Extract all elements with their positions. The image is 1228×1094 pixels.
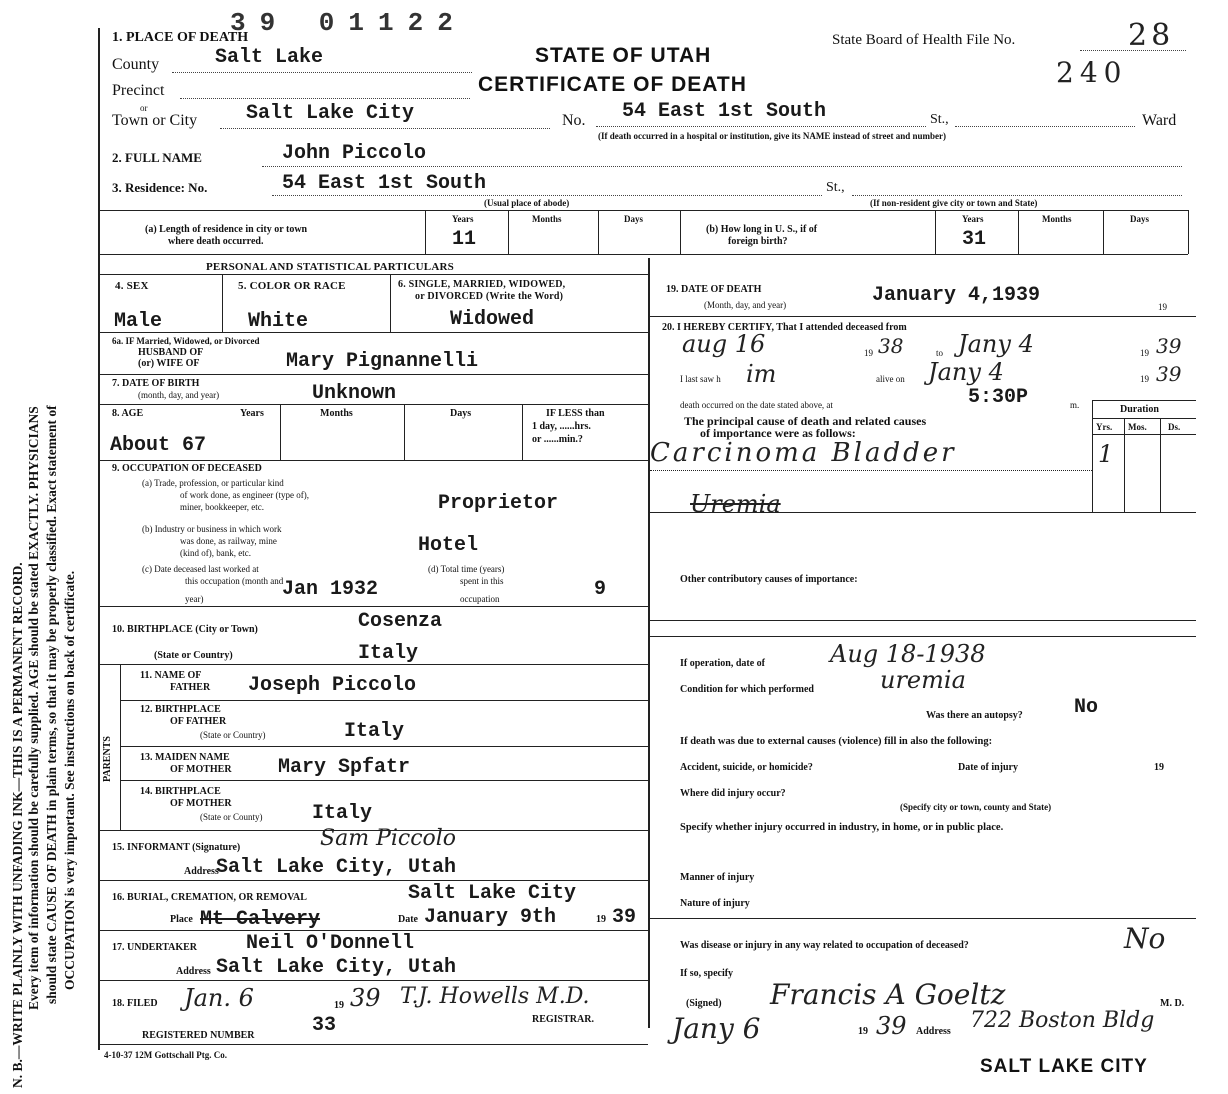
undertaker-label: 17. UNDERTAKER [112, 942, 198, 953]
age-less-label-3: or ......min.? [532, 434, 583, 445]
certify-label: 20. I HEREBY CERTIFY, That I attended deceased from [662, 322, 907, 333]
signed-date: Jany 6 [672, 1012, 761, 1045]
dod-label: 19. DATE OF DEATH [666, 284, 762, 295]
burial-year-value: 39 [612, 906, 637, 929]
other-causes-label: Other contributory causes of importance: [680, 574, 858, 585]
age-less-label-2: 1 day, ......hrs. [532, 421, 591, 432]
physician-address-label: Address [916, 1026, 951, 1037]
burial-place-label: Place [170, 914, 193, 925]
place-of-death-label: 1. PLACE OF DEATH [112, 30, 249, 45]
filed-label: 18. FILED [112, 998, 158, 1009]
signed-label: (Signed) [686, 998, 722, 1009]
sex-label: 4. SEX [115, 280, 149, 292]
sidebar-line-3: should state CAUSE OF DEATH in plain terms, so that it may be properly classified. Exact statement of [44, 405, 59, 1004]
physician-signature: Francis A Goeltz [770, 978, 1006, 1011]
mother-label-2: OF MOTHER [170, 764, 232, 775]
sidebar-line-4: OCCUPATION is very important. See instructions on back of certificate. [62, 570, 77, 990]
mother-label-1: 13. MAIDEN NAME [140, 752, 230, 763]
spouse-label-2: HUSBAND OF [138, 347, 204, 358]
spouse-label-1: 6a. IF Married, Widowed, or Divorced [112, 336, 260, 346]
registrar-label: REGISTRAR. [532, 1014, 594, 1025]
sidebar-line-1: N. B.—WRITE PLAINLY WITH UNFADING INK—THIS IS A PERMANENT RECORD. [10, 562, 25, 1088]
full-name-label: 2. FULL NAME [112, 150, 202, 165]
occ-c-2: this occupation (month and [185, 576, 284, 586]
registered-number-label: REGISTERED NUMBER [142, 1030, 255, 1041]
file-number-label: State Board of Health File No. [832, 32, 1016, 48]
attended-from: aug 16 [682, 330, 766, 358]
condition-label: Condition for which performed [680, 684, 814, 695]
total-time-value: 9 [594, 578, 607, 601]
length-years-value: 11 [452, 228, 477, 251]
father-value: Joseph Piccolo [248, 674, 417, 697]
signed-year: 39 [876, 1012, 907, 1040]
att-to-19: 19 [1140, 348, 1149, 358]
duration-yrs-label: Yrs. [1096, 422, 1113, 432]
physician-address: 722 Boston Bldg [970, 1008, 1155, 1033]
usual-abode-note: (Usual place of abode) [484, 198, 570, 208]
burial-year-prefix: 19 [596, 914, 606, 925]
length-residence-label-2: where death occurred. [168, 236, 264, 247]
alive-on-label: alive on [876, 374, 905, 384]
birth-country-value: Italy [358, 642, 419, 665]
signed-19: 19 [858, 1026, 868, 1037]
city-stamp: SALT LAKE CITY [980, 1056, 1148, 1077]
father-label-2: FATHER [170, 682, 211, 693]
undertaker-address-value: Salt Lake City, Utah [216, 956, 457, 979]
left-border [98, 28, 100, 1050]
father-birth-label-1: 12. BIRTHPLACE [140, 704, 221, 715]
condition-value: uremia [880, 666, 966, 694]
us-residence-label-2: foreign birth? [728, 236, 788, 247]
occ-d-3: occupation [460, 594, 500, 604]
dob-label-2: (month, day, and year) [138, 390, 220, 400]
filed-year-prefix: 19 [334, 1000, 344, 1011]
document-number: 39 01122 [230, 8, 467, 38]
occ-d-1: (d) Total time (years) [428, 564, 505, 574]
occ-d-2: spent in this [460, 576, 504, 586]
related-occupation-value: No [1124, 922, 1166, 955]
file-number: 28 [1128, 18, 1175, 53]
registered-number-value: 33 [312, 1014, 337, 1037]
external-causes-label: If death was due to external causes (violence) fill in also the following: [680, 736, 993, 747]
occ-a-2: of work done, as engineer (type of), [180, 490, 309, 500]
last-worked-value: Jan 1932 [282, 578, 379, 601]
us-years-value: 31 [962, 228, 987, 251]
father-birth-value: Italy [344, 720, 405, 743]
town-label: Town or City [112, 112, 198, 129]
burial-label: 16. BURIAL, CREMATION, OR REMOVAL [112, 892, 307, 903]
cause-label-2: of importance were as follows: [700, 426, 856, 440]
age-years-label: Years [240, 408, 264, 419]
filed-value: Jan. 6 [184, 984, 254, 1012]
md-label: M. D. [1160, 998, 1185, 1009]
birth-city-value: Cosenza [358, 610, 443, 633]
injury-date-19: 19 [1154, 762, 1164, 773]
occupation-label: 9. OCCUPATION OF DECEASED [112, 463, 262, 474]
cause-1: Carcinoma Bladder [650, 438, 957, 468]
father-birth-label-3: (State or Country) [200, 730, 266, 740]
mother-birth-value: Italy [312, 802, 373, 825]
sidebar-line-2: Every item of information should be carefully supplied. AGE should be stated EXACTLY. PHYSICIANS [26, 406, 41, 1010]
age-months-label: Months [320, 408, 353, 419]
autopsy-label: Was there an autopsy? [926, 710, 1023, 721]
father-birth-label-2: OF FATHER [170, 716, 227, 727]
specify-place-note: (Specify city or town, county and State) [900, 802, 1052, 812]
precinct-label: Precinct [112, 82, 165, 99]
nonresident-note: (If non-resident give city or town and State) [870, 198, 1038, 208]
injury-date-label: Date of injury [958, 762, 1018, 773]
operation-label: If operation, date of [680, 658, 765, 669]
len-months-label: Months [532, 214, 562, 224]
residence-st-label: St., [826, 180, 845, 195]
county-label: County [112, 56, 160, 73]
m-label: m. [1070, 400, 1080, 410]
handwritten-number: 240 [1056, 56, 1128, 89]
informant-address-value: Salt Lake City, Utah [216, 856, 457, 879]
occ-b-1: (b) Industry or business in which work [142, 524, 282, 534]
age-days-label: Days [450, 408, 472, 419]
accident-label: Accident, suicide, or homicide? [680, 762, 813, 773]
mother-value: Mary Spfatr [278, 756, 411, 779]
residence-value: 54 East 1st South [282, 172, 487, 195]
attended-from-year: 38 [878, 334, 904, 358]
age-less-label: IF LESS than [546, 408, 605, 419]
last-saw-label: I last saw h [680, 374, 721, 384]
residence-label: 3. Residence: No. [112, 180, 208, 195]
mother-birth-label-2: OF MOTHER [170, 798, 232, 809]
color-value: White [248, 310, 309, 333]
occ-c-3: year) [185, 594, 204, 604]
printer-info: 4-10-37 12M Gottschall Ptg. Co. [104, 1050, 227, 1060]
hospital-note: (If death occurred in a hospital or institution, give its NAME instead of street and number) [598, 131, 947, 141]
us-years-label: Years [962, 214, 984, 224]
informant-signature: Sam Piccolo [320, 826, 457, 851]
county-value: Salt Lake [215, 46, 324, 69]
occ-a-1: (a) Trade, profession, or particular kind [142, 478, 284, 488]
occ-c-1: (c) Date deceased last worked at [142, 564, 259, 574]
street-no-label: No. [562, 112, 586, 129]
filed-year-value: 39 [350, 984, 381, 1012]
age-label: 8. AGE [112, 408, 144, 419]
marital-value: Widowed [450, 308, 535, 331]
age-value: About 67 [110, 434, 207, 457]
cause-1-years: 1 [1098, 440, 1114, 468]
certificate-title: CERTIFICATE OF DEATH [478, 73, 747, 96]
len-years-label: Years [452, 214, 474, 224]
burial-value: Salt Lake City [408, 882, 577, 905]
cause-label-1: The principal cause of death and related causes [684, 414, 927, 428]
color-label: 5. COLOR OR RACE [238, 280, 346, 292]
operation-date: Aug 18-1938 [830, 640, 986, 668]
dod-value: January 4,1939 [872, 284, 1041, 307]
injury-location-label: Specify whether injury occurred in industry, in home, or in public place. [680, 822, 1004, 833]
us-months-label: Months [1042, 214, 1072, 224]
last-saw-19: 19 [1140, 374, 1149, 384]
attended-to: Jany 4 [958, 330, 1034, 358]
birthplace-label: 10. BIRTHPLACE (City or Town) [112, 624, 258, 635]
burial-place-value: Mt Calvery [200, 908, 321, 931]
father-label-1: 11. NAME OF [140, 670, 202, 681]
last-saw-date: Jany 4 [928, 358, 1004, 386]
nature-injury-label: Nature of injury [680, 898, 750, 909]
informant-address-label: Address [184, 866, 219, 877]
dod-label-2: (Month, day, and year) [704, 300, 787, 310]
autopsy-value: No [1074, 696, 1099, 719]
marital-label: 6. SINGLE, MARRIED, WIDOWED, [398, 279, 566, 290]
where-injury-label: Where did injury occur? [680, 788, 786, 799]
related-occupation-label: Was disease or injury in any way related to occupation of deceased? [680, 940, 969, 951]
personal-header: PERSONAL AND STATISTICAL PARTICULARS [206, 261, 454, 273]
undertaker-value: Neil O'Donnell [246, 932, 415, 955]
time-value: 5:30P [968, 386, 1029, 409]
middle-divider [648, 258, 650, 1028]
mother-birth-label-1: 14. BIRTHPLACE [140, 786, 221, 797]
occ-a-3: miner, bookkeeper, etc. [180, 502, 264, 512]
if-so-label: If so, specify [680, 968, 734, 979]
state-title: STATE OF UTAH [535, 44, 712, 67]
last-saw-who: im [746, 360, 777, 388]
att-from-19: 19 [864, 348, 873, 358]
spouse-label-3: (or) WIFE OF [138, 358, 200, 369]
dod-19: 19 [1158, 302, 1167, 312]
town-value: Salt Lake City [246, 102, 415, 125]
street-st-label: St., [930, 112, 949, 127]
to-label: to [936, 348, 944, 358]
occurred-label: death occurred on the date stated above, at [680, 400, 833, 410]
sex-value: Male [114, 310, 163, 333]
or-label: or [140, 103, 148, 113]
attended-to-year: 39 [1156, 334, 1182, 358]
us-days-label: Days [1130, 214, 1150, 224]
street-value: 54 East 1st South [622, 100, 827, 123]
us-residence-label: (b) How long in U. S., if of [706, 224, 818, 235]
undertaker-address-label: Address [176, 966, 211, 977]
informant-label: 15. INFORMANT (Signature) [112, 842, 241, 853]
full-name-value: John Piccolo [282, 142, 427, 165]
ward-label: Ward [1142, 112, 1177, 129]
birth-state-label: (State or Country) [154, 650, 233, 661]
duration-ds-label: Ds. [1168, 422, 1181, 432]
spouse-value: Mary Pignannelli [286, 350, 479, 373]
registrar-signature: T.J. Howells M.D. [400, 984, 590, 1009]
burial-date-label: Date [398, 914, 418, 925]
industry-value: Hotel [418, 534, 479, 557]
last-saw-year: 39 [1156, 362, 1182, 386]
burial-date-value: January 9th [424, 906, 557, 929]
duration-label: Duration [1120, 404, 1159, 415]
cause-2: Uremia [690, 490, 781, 518]
length-residence-label: (a) Length of residence in city or town [145, 224, 308, 235]
parents-label: PARENTS [102, 736, 113, 782]
manner-injury-label: Manner of injury [680, 872, 755, 883]
occupation-value: Proprietor [438, 492, 559, 515]
dob-value: Unknown [312, 382, 397, 405]
mother-birth-label-3: (State or County) [200, 812, 263, 822]
dob-label: 7. DATE OF BIRTH [112, 378, 200, 389]
len-days-label: Days [624, 214, 644, 224]
occ-b-2: was done, as railway, mine [180, 536, 277, 546]
occ-b-3: (kind of), bank, etc. [180, 548, 251, 558]
duration-mos-label: Mos. [1128, 422, 1147, 432]
marital-label-2: or DIVORCED (Write the Word) [415, 291, 564, 302]
